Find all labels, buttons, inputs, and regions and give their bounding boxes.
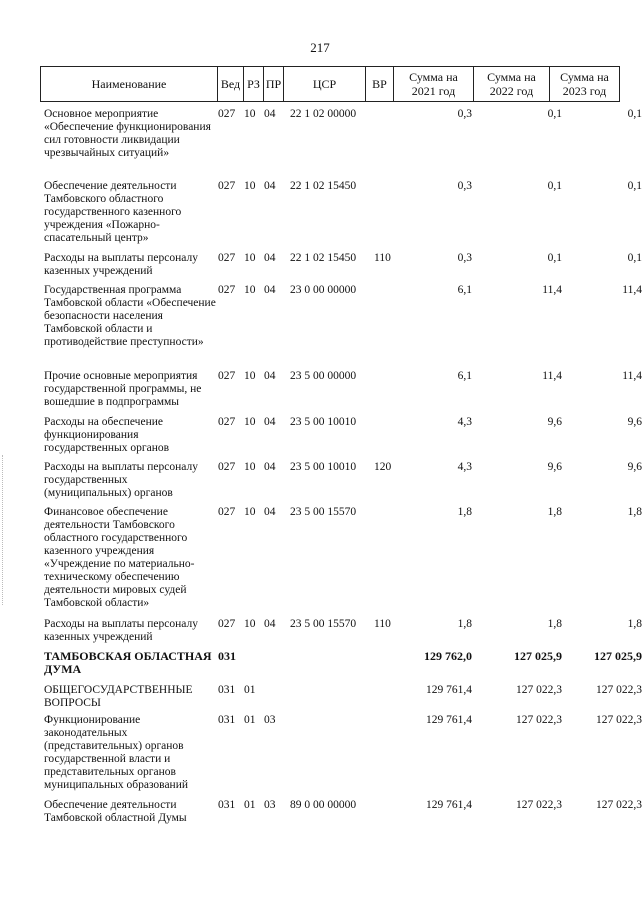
cell-sum-2021: 4,3 [457, 461, 472, 473]
cell-sum-2021: 129 762,0 [424, 649, 472, 663]
cell-csr: 23 5 00 10010 [290, 416, 357, 428]
cell-sum-2023: 11,4 [622, 284, 642, 296]
cell-vr: 110 [374, 252, 391, 264]
cell-ved: 031 [218, 649, 236, 663]
cell-ved: 027 [218, 252, 236, 264]
cell-rz: 01 [244, 714, 256, 726]
header-vr: ВР [365, 67, 393, 101]
cell-pr: 04 [264, 370, 276, 382]
cell-csr: 22 1 02 00000 [290, 108, 357, 120]
cell-sum-2022: 0,1 [547, 108, 562, 120]
cell-rz: 10 [244, 284, 256, 296]
cell-name: Финансовое обеспечение деятельности Тамбовского областного государственного казенного учреждения «Учреждение по материально-техническому обеспечению деятельности мировых судей Тамбовской области» [44, 506, 195, 609]
margin-mark [2, 455, 5, 605]
cell-sum-2021: 4,3 [457, 416, 472, 428]
cell-sum-2021: 6,1 [457, 284, 472, 296]
cell-rz: 10 [244, 461, 256, 473]
cell-name: Обеспечение деятельности Тамбовской областной Думы [44, 799, 187, 824]
cell-pr: 03 [264, 714, 276, 726]
cell-sum-2022: 127 022,3 [516, 684, 562, 696]
cell-rz: 10 [244, 108, 256, 120]
cell-sum-2021: 129 761,4 [426, 684, 472, 696]
cell-csr: 22 1 02 15450 [290, 252, 357, 264]
cell-vr: 110 [374, 618, 391, 630]
cell-rz: 10 [244, 618, 256, 630]
cell-sum-2023: 11,4 [622, 370, 642, 382]
cell-sum-2022: 11,4 [542, 284, 562, 296]
cell-name: Основное мероприятие «Обеспечение функционирования сил готовности ликвидации чрезвычайных ситуаций» [44, 108, 211, 159]
cell-name: Расходы на выплаты персоналу казенных учреждений [44, 618, 198, 643]
cell-csr: 23 5 00 10010 [290, 461, 357, 473]
header-sum-2023 [549, 67, 619, 101]
cell-pr: 04 [264, 461, 276, 473]
cell-name: Обеспечение деятельности Тамбовского областного государственного казенного учреждения «Пожарно-спасательный центр» [44, 180, 182, 244]
cell-ved: 027 [218, 284, 236, 296]
cell-csr: 23 5 00 00000 [290, 370, 357, 382]
cell-sum-2022: 0,1 [547, 180, 562, 192]
cell-csr: 23 0 00 00000 [290, 284, 357, 296]
cell-sum-2023: 127 022,3 [596, 799, 642, 811]
cell-sum-2022: 127 022,3 [516, 714, 562, 726]
cell-sum-2023: 9,6 [627, 416, 642, 428]
cell-rz: 01 [244, 799, 256, 811]
cell-pr: 04 [264, 416, 276, 428]
cell-name: ТАМБОВСКАЯ ОБЛАСТНАЯ ДУМА [44, 649, 212, 676]
cell-csr: 22 1 02 15450 [290, 180, 357, 192]
header-sum-2023-line2: 2023 год [562, 84, 607, 98]
header-sum-2022 [473, 67, 549, 101]
header-sum-2023-line1: Сумма на [560, 70, 609, 84]
cell-csr: 23 5 00 15570 [290, 618, 357, 630]
cell-pr: 04 [264, 180, 276, 192]
cell-name: Прочие основные мероприятия государственной программы, не вошедшие в подпрограммы [44, 370, 202, 408]
page-number: 217 [310, 40, 330, 55]
cell-sum-2022: 127 025,9 [514, 649, 562, 663]
header-sum-2022-line2: 2022 год [489, 84, 534, 98]
cell-ved: 031 [218, 799, 236, 811]
cell-name: Расходы на выплаты персоналу государственных (муниципальных) органов [44, 461, 198, 499]
cell-sum-2022: 9,6 [547, 416, 562, 428]
cell-pr: 04 [264, 108, 276, 120]
cell-sum-2021: 0,3 [457, 108, 472, 120]
cell-sum-2022: 1,8 [547, 618, 562, 630]
cell-csr: 23 5 00 15570 [290, 506, 357, 518]
cell-sum-2021: 1,8 [457, 506, 472, 518]
cell-name: Государственная программа Тамбовской области «Обеспечение безопасности населения Тамбовской области и противодействие преступности» [44, 284, 216, 348]
cell-vr: 120 [374, 461, 392, 473]
header-pr: ПР [263, 67, 283, 101]
cell-sum-2023: 127 025,9 [594, 649, 642, 663]
cell-sum-2023: 127 022,3 [596, 714, 642, 726]
header-sum-2021 [393, 67, 473, 101]
cell-name: Расходы на обеспечение функционирования государственных органов [44, 416, 170, 454]
cell-sum-2023: 1,8 [627, 506, 642, 518]
cell-ved: 027 [218, 618, 236, 630]
cell-pr: 04 [264, 284, 276, 296]
cell-sum-2021: 6,1 [457, 370, 472, 382]
cell-ved: 027 [218, 416, 236, 428]
cell-pr: 04 [264, 618, 276, 630]
cell-sum-2023: 0,1 [627, 108, 642, 120]
cell-ved: 027 [218, 108, 236, 120]
cell-ved: 027 [218, 180, 236, 192]
cell-pr: 03 [264, 799, 276, 811]
cell-sum-2021: 1,8 [457, 618, 472, 630]
cell-ved: 027 [218, 370, 236, 382]
cell-sum-2022: 11,4 [542, 370, 562, 382]
cell-sum-2021: 129 761,4 [426, 714, 472, 726]
cell-rz: 10 [244, 370, 256, 382]
cell-name: Функционирование законодательных (представительных) органов государственной власти и представительных органов муниципальных образований [44, 714, 189, 791]
cell-pr: 04 [264, 506, 276, 518]
cell-ved: 027 [218, 506, 236, 518]
header-csr: ЦСР [283, 67, 365, 101]
header-sum-2022-line1: Сумма на [487, 70, 536, 84]
cell-pr: 04 [264, 252, 276, 264]
cell-sum-2021: 0,3 [457, 180, 472, 192]
cell-name: ОБЩЕГОСУДАРСТВЕННЫЕ ВОПРОСЫ [44, 684, 193, 709]
cell-sum-2022: 1,8 [547, 506, 562, 518]
cell-rz: 10 [244, 252, 256, 264]
header-ved: Вед [217, 67, 243, 101]
header-sum-2021-line1: Сумма на [409, 70, 458, 84]
table-header [40, 66, 620, 102]
header-name: Наименование [91, 77, 167, 91]
cell-rz: 01 [244, 684, 256, 696]
cell-rz: 10 [244, 416, 256, 428]
cell-rz: 10 [244, 506, 256, 518]
header-rz: РЗ [243, 67, 263, 101]
cell-sum-2021: 129 761,4 [426, 799, 472, 811]
cell-sum-2022: 9,6 [547, 461, 562, 473]
cell-sum-2023: 9,6 [627, 461, 642, 473]
cell-sum-2022: 0,1 [547, 252, 562, 264]
cell-name: Расходы на выплаты персоналу казенных учреждений [44, 252, 198, 277]
cell-rz: 10 [244, 180, 256, 192]
cell-csr: 89 0 00 00000 [290, 799, 357, 811]
cell-ved: 027 [218, 461, 236, 473]
cell-sum-2022: 127 022,3 [516, 799, 562, 811]
cell-ved: 031 [218, 684, 236, 696]
cell-sum-2023: 0,1 [627, 180, 642, 192]
cell-sum-2023: 127 022,3 [596, 684, 642, 696]
header-sum-2021-line2: 2021 год [411, 84, 456, 98]
cell-sum-2021: 0,3 [457, 252, 472, 264]
cell-ved: 031 [218, 714, 236, 726]
cell-sum-2023: 0,1 [627, 252, 642, 264]
cell-sum-2023: 1,8 [627, 618, 642, 630]
